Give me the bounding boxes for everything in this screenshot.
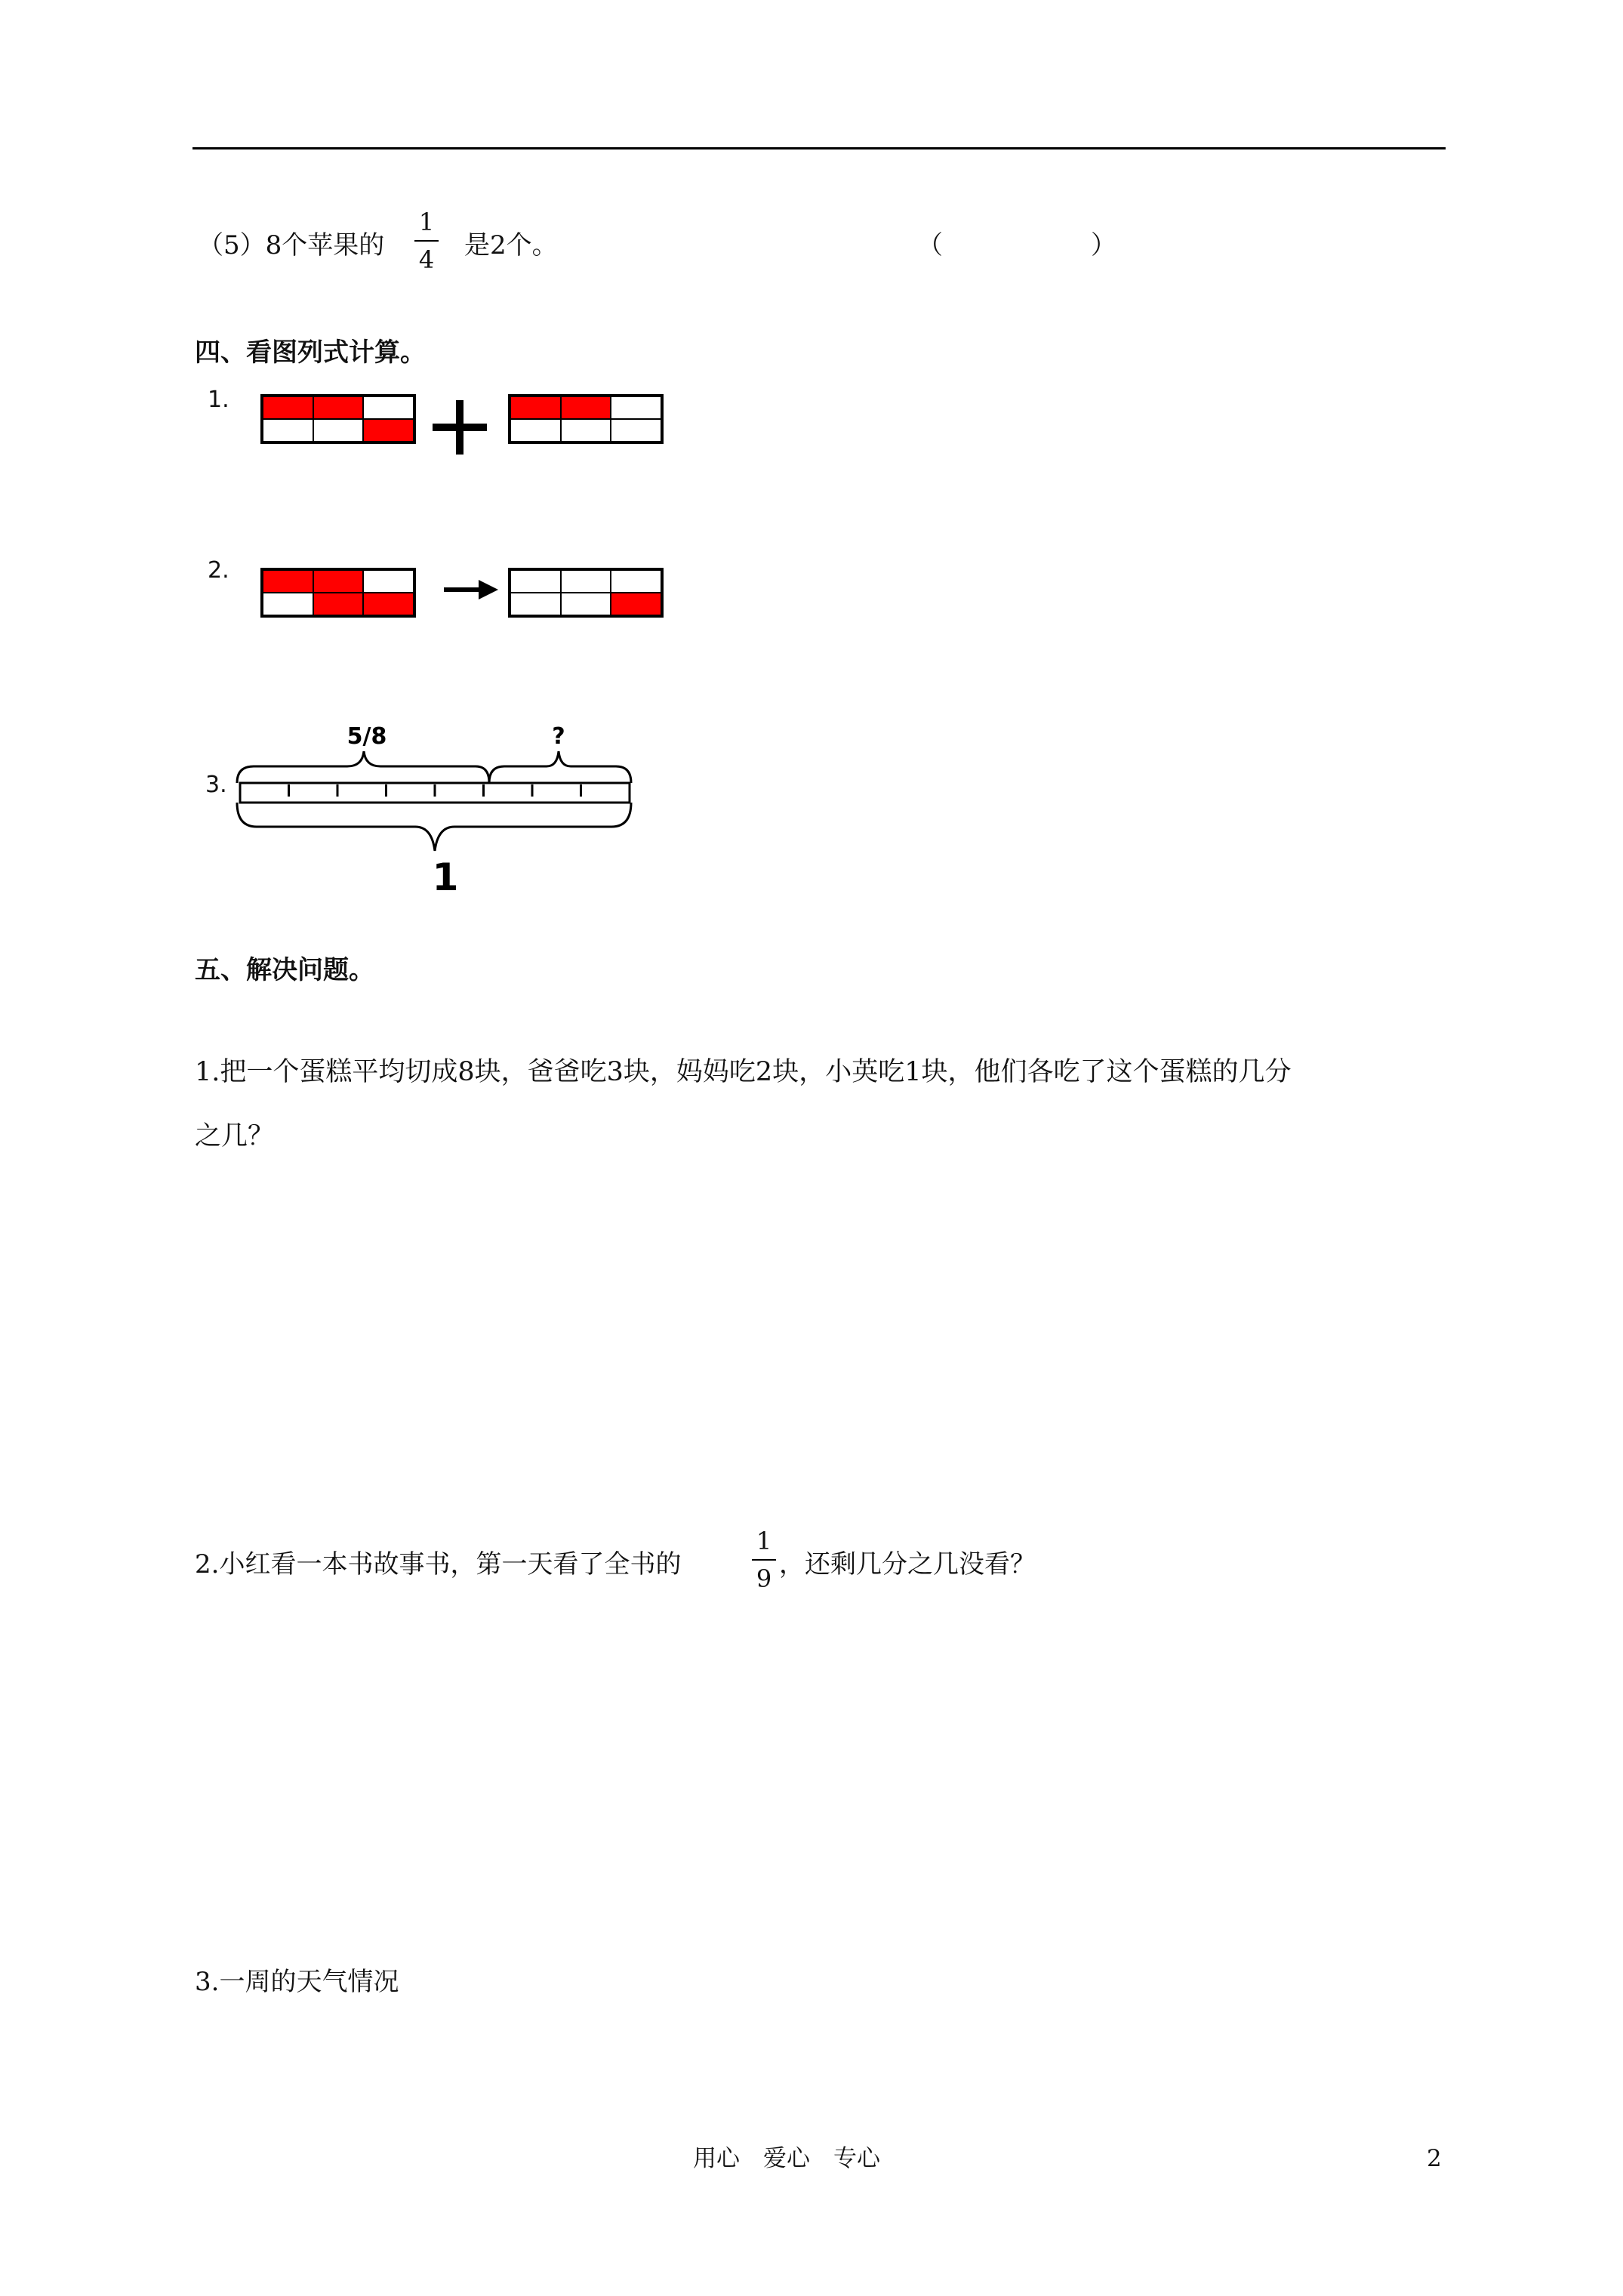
empty-cell: [561, 570, 611, 593]
problem-3: 3.一周的天气情况: [195, 1967, 399, 1997]
top-brace-known: [237, 751, 489, 783]
problem-1-line-2: 之几？: [195, 1121, 275, 1151]
plus-icon: [433, 400, 487, 455]
fraction-numerator: 1: [418, 208, 435, 236]
answer-paren-close: ）: [1091, 230, 1116, 260]
shaded-cell: [363, 419, 414, 442]
empty-cell: [611, 570, 661, 593]
fraction-bar: [414, 240, 439, 242]
shaded-cell: [313, 570, 364, 593]
shaded-cell: [363, 593, 414, 615]
bottom-brace-total: [237, 803, 631, 851]
shaded-cell: [263, 396, 313, 419]
shaded-cell: [561, 396, 611, 419]
question-5-suffix: 是2个。: [464, 230, 558, 260]
fraction-one-quarter: [411, 210, 442, 272]
question-5-prefix: （5）8个苹果的: [198, 230, 385, 260]
section-5-title: 五、解决问题。: [195, 955, 374, 985]
fraction-denominator: 4: [418, 245, 435, 274]
footer-slogan: 用心 爱心 专心: [693, 2145, 880, 2172]
fraction-bar: [752, 1559, 776, 1561]
fraction-grid-2-left: [260, 568, 416, 618]
fraction-numerator: 1: [756, 1527, 772, 1555]
fraction-grid-1-right: [508, 394, 664, 444]
known-part-label: 5/8: [346, 723, 387, 750]
empty-cell: [510, 570, 561, 593]
fraction-denominator: 9: [756, 1564, 772, 1593]
empty-cell: [510, 593, 561, 615]
segment-ticks: [289, 784, 581, 797]
arrow-right-icon: [444, 580, 498, 599]
total-label: 1: [432, 855, 459, 899]
problem-2-prefix: 2.小红看一本书故事书，第一天看了全书的: [195, 1549, 682, 1579]
shaded-cell: [313, 396, 364, 419]
empty-cell: [510, 419, 561, 442]
shaded-cell: [313, 593, 364, 615]
item-3-label: 3.: [205, 772, 227, 798]
shaded-cell: [611, 593, 661, 615]
empty-cell: [561, 419, 611, 442]
empty-cell: [313, 419, 364, 442]
fraction-one-ninth: [749, 1529, 779, 1591]
problem-2-suffix: ，还剩几分之几没看？: [779, 1549, 1036, 1579]
problem-1-line-1: 1.把一个蛋糕平均切成8块，爸爸吃3块，妈妈吃2块，小英吃1块，他们各吃了这个蛋糕的几分: [195, 1057, 1292, 1087]
item-2-label: 2.: [208, 557, 229, 584]
answer-paren-open: （: [917, 230, 943, 260]
header-rule: [192, 147, 1446, 149]
unknown-part-label: ?: [552, 723, 565, 750]
fraction-grid-2-right: [508, 568, 664, 618]
top-brace-unknown: [489, 751, 631, 783]
empty-cell: [363, 396, 414, 419]
section-4-title: 四、看图列式计算。: [195, 337, 426, 368]
empty-cell: [561, 593, 611, 615]
empty-cell: [263, 593, 313, 615]
empty-cell: [611, 396, 661, 419]
segment-diagram: [234, 721, 642, 902]
item-1-label: 1.: [208, 387, 229, 413]
empty-cell: [363, 570, 414, 593]
shaded-cell: [510, 396, 561, 419]
empty-cell: [263, 419, 313, 442]
fraction-grid-1-left: [260, 394, 416, 444]
page-number: 2: [1427, 2145, 1442, 2172]
empty-cell: [611, 419, 661, 442]
shaded-cell: [263, 570, 313, 593]
